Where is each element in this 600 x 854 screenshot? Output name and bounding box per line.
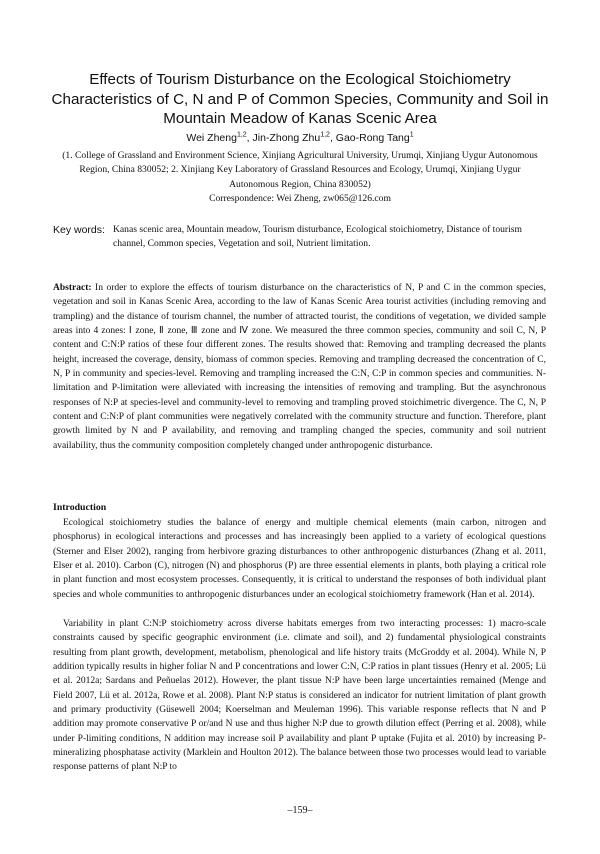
abstract-text: In order to explore the effects of tourism disturbance on the characteristics of N, P and C in the common species, vegetation and soil in Kanas Scenic Area, according to the law of Kanas Scenic Area tourist activities (including removing and trampling) and the distance of tourism channel, the number of attracted tourist, the conditions of vegetation, we divided sample areas into 4 zones: Ⅰ zone, Ⅱ zone, Ⅲ zone and Ⅳ zone. We measured the three common species, community and soil C, N, P content and C:N:P ratios of these four different zones. The results showed that: Removing and trampling decreased the plants height, increased the coverage, density, biomass of common species. Removing and trampling decreased the concentration of C, N, P in community and species-level. Removing and trampling increased the C:N, C:P in common species and communities. N-limitation and P-limitation were alleviated with increasing the intensities of removing and trampling. But the asynchronous responses of N:P at species-level and community-level to removing and trampling proved stoichimetric divergence. The C, N, P content and C:N:P of plant communities were negatively correlated with the community structure and function. Therefore, plant growth limited by N and P availability, and removing and trampling changed the species, community and soil nutrient availability, thus the community composition completely changed under anthropogenic disturbance. [53,283,547,451]
author-affil-mark: 1,2 [236,131,247,139]
author-affil-mark: 1 [409,131,414,139]
abstract [53,281,546,453]
abstract-label: Abstract: [53,283,92,293]
page-number: –159– [287,805,313,816]
author-name: Jin-Zhong Zhu [252,132,321,144]
paper-title: Effects of Tourism Disturbance on the Ecological Stoichiometry Characteristics of C, N and P of Common Species, Community and Soil in Mountain Meadow of Kanas Scenic Area [51,71,549,127]
correspondence: Correspondence: Wei Zheng, zw065@126.com [209,192,391,204]
author-name: Gao-Rong Tang [335,132,410,144]
section-heading-introduction: Introduction [53,502,107,513]
affiliations [54,149,546,206]
affiliation-text: (1. College of Grassland and Environment Science, Xinjiang Agricultural University, Urumqi, Xinjiang Uygur Autonomous Region, China 830052; 2. Xinjiang Key Laboratory of Grassland Resources and Ecology, Urumqi, Xinjiang Uygur Autonomous Region, China 830052) [62,150,538,190]
intro-paragraph-1: Ecological stoichiometry studies the balance of energy and multiple chemical elements (main carbon, nitrogen and phosphorus) in ecological interactions and processes and has increasingly been applied to a variety of ecological questions (Sterner and Elser 2002), ranging from herbivore grazing disturbances to other anthropogenic disturbances (Zhang et al. 2011, Elser et al. 2010). Carbon (C), nitrogen (N) and phosphorus (P) are three essential elements in plants, both playing a critical role in plant function and most ecosystem processes. Consequently, it is critical to understand the responses of both individual plant species and whole communities to anthropogenic disturbances under an ecological stoichiometry framework (Han et al. 2014). [53,518,546,600]
author-list [40,131,560,145]
author-separator: , [329,132,336,144]
author-name: Wei Zheng [186,132,237,144]
author-separator: , [246,132,253,144]
keywords-block [53,223,546,252]
author-affil-mark: 1,2 [320,131,330,139]
keywords-label: Key words: [53,224,105,236]
keywords-text: Kanas scenic area, Mountain meadow, Tourism disturbance, Ecological stoichiometry, Distance of tourism channel, Common species, Vegetation and soil, Nutrient limitation. [113,224,522,250]
intro-paragraph-2: Variability in plant C:N:P stoichiometry across diverse habitats emerges from two interacting processes: 1) macro-scale constraints caused by specific geographic environment (i.e. climate and soil), and 2) fundamental physiological constraints resulting from plant growth, development, metabolism, phenological and life history traits (McGroddy et al. 2004). While N, P addition typically results in higher foliar N and P concentrations and lower C:N, C:P ratios in plant tissues (Henry et al. 2005; Lü et al. 2012a; Sardans and Peñuelas 2012). However, the plant tissue N:P have been large uncertainties remained (Menge and Field 2007, Lü et al. 2012a, Rowe et al. 2008). Plant N:P status is considered an indicator for nutrient limitation of plant growth and primary productivity (Güsewell 2004; Koerselman and Meuleman 1996). This variable response reflects that N and P addition may promote conservative P or/and N use and thus higher N:P due to growth dilution effect (Perring et al. 2008), while under P-limiting conditions, N addition may increase soil P availability and plant P uptake (Fujita et al. 2010) by increasing P-mineralizing phosphatase activity (Marklein and Houlton 2012). The balance between those two processes would lead to variable response patterns of plant N:P to [53,619,546,773]
